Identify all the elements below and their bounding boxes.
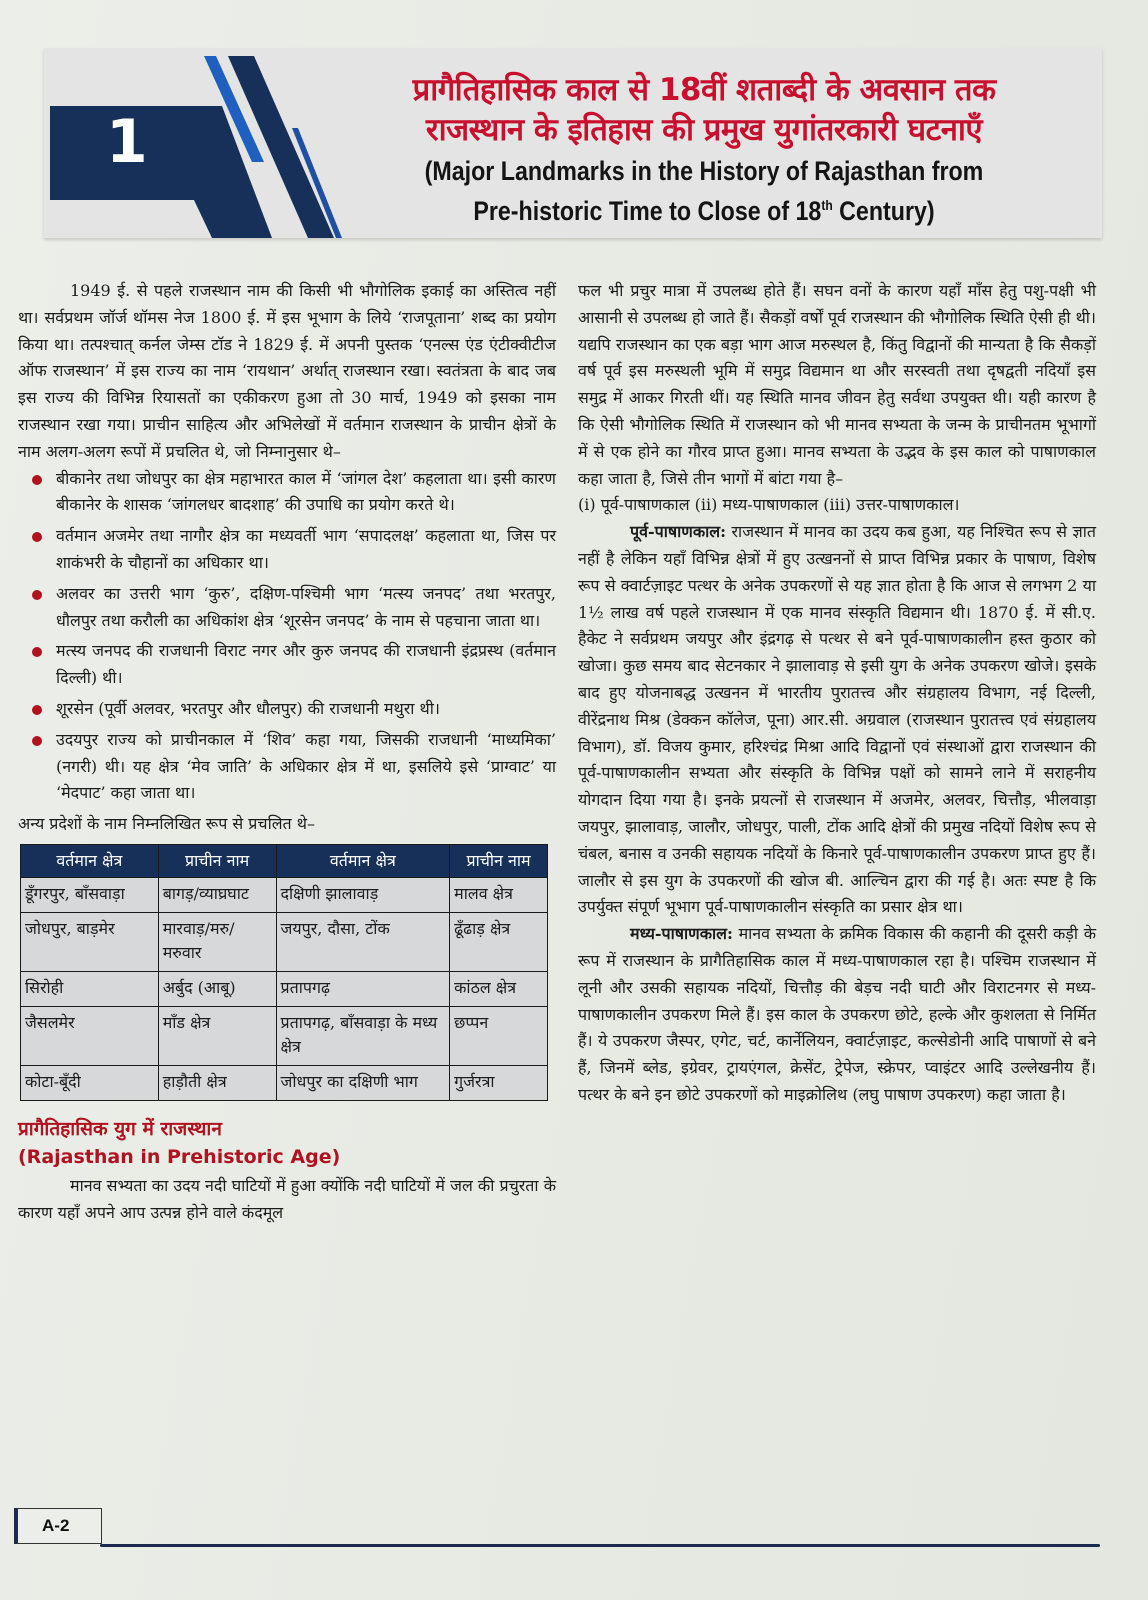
column-header: वर्तमान क्षेत्र [276, 844, 450, 877]
table-cell: प्रतापगढ़ [276, 971, 450, 1006]
list-item [18, 727, 556, 807]
bullet-icon [32, 590, 42, 600]
palaeolithic-text: राजस्थान में मानव का उदय कब हुआ, यह निश्चित रूप से ज्ञात नहीं है लेकिन यहाँ विभिन्न क्षेत्रों में हुए उत्खननों से प्राप्त विभिन्न प्रकार के पाषाण, विशेष रूप से क्वार्टज़ाइट पत्थर के अनेक उपकरणों से यह ज्ञात होता है कि आज से लगभग 2 या 1½ लाख वर्ष पहले राजस्थान में एक मानव संस्कृति विद्यमान थी। 1870 ई. में सी.ए. हैकेट ने सर्वप्रथम जयपुर और इंद्रगढ़ से पत्थर से बने पूर्व-पाषाणकालीन हस्त कुठार को खोजा। कुछ समय बाद सेटनकार ने झालावाड़ से इसी युग के अनेक उपकरण खोजे। इसके बाद हुए योजनाबद्ध उत्खनन में भारतीय पुरातत्त्व और संग्रहालय विभाग, नई दिल्ली, वीरेंद्रनाथ मिश्र (डेक्कन कॉलेज, पूना) आर.सी. अग्रवाल (राजस्थान पुरातत्त्व एवं संग्रहालय विभाग), डॉ. विजय कुमार, हरिश्चंद्र मिश्रा आदि विद्वानों एवं संस्थाओं द्वारा राजस्थान की पूर्व-पाषाणकालीन सभ्यता और संस्कृति के विभिन्न पक्षों को सामने लाने में सराहनीय योगदान दिया गया है। इनके प्रयत्नों से राजस्थान में अजमेर, अलवर, चित्तौड़, भीलवाड़ा जयपुर, झालावाड़, जालौर, जोधपुर, पाली, टोंक आदि क्षेत्रों की प्रमुख नदियों विशेष रूप से चंबल, बनास व उनकी सहायक नदियों के किनारे पूर्व-पाषाणकालीन उपकरण प्राप्त हुए हैं। जालौर से इस युग के उपकरणों की खोज बी. आल्चिन द्वारा की गई है। अतः स्पष्ट है कि उपर्युक्त संपूर्ण भूभाग पूर्व-पाषाणकालीन संस्कृति का प्रसार क्षेत्र था। [578, 522, 1096, 917]
table-row [21, 1006, 548, 1065]
mesolithic-lead-term: मध्य-पाषाणकाल: [630, 924, 733, 944]
chapter-number: 1 [106, 107, 148, 177]
table-cell: प्रतापगढ़, बाँसवाड़ा के मध्य क्षेत्र [276, 1006, 450, 1065]
list-item-text: उदयपुर राज्य को प्राचीनकाल में ‘शिव’ कहा गया, जिसकी राजधानी ‘माध्यमिका’ (नगरी) थी। यह क्षेत्र ‘मेव जाति’ के अधिकार क्षेत्र में था, इसलिये इसे ‘प्राग्वाट’ या ‘मेदपाट’ कहा जाता था। [56, 729, 556, 803]
table-cell: कांठल क्षेत्र [450, 971, 548, 1006]
list-item [18, 581, 556, 635]
list-item-text: अलवर का उत्तरी भाग ‘कुरु’, दक्षिण-पश्चिमी भाग ‘मत्स्य जनपद’ तथा भरतपुर, धौलपुर तथा करौली का अधिकांश क्षेत्र ‘शूरसेन जनपद’ के नाम से पहचाना जाता था। [56, 583, 556, 630]
palaeolithic-paragraph [578, 519, 1096, 921]
table-cell: माँड क्षेत्र [158, 1006, 276, 1065]
chapter-title-english-line2 [394, 188, 1013, 228]
page-number: A-2 [14, 1508, 102, 1544]
mesolithic-text: मानव सभ्यता के क्रमिक विकास की कहानी की दूसरी कड़ी के रूप में राजस्थान के प्रागैतिहासिक काल में मध्य-पाषाणकाल रहा है। पश्चिम राजस्थान में लूनी और उसकी सहायक नदियों, चित्तौड़ की बेड़च नदी घाटी और विराटनगर से मध्य-पाषाणकालीन उपकरण मिले हैं। इस काल के उपकरण छोटे, हल्के और कुशलता से निर्मित हैं। ये उपकरण जैस्पर, एगेट, चर्ट, कार्नेलियन, क्वार्टज़ाइट, कल्सेडोनी आदि पाषाणों से बने हैं, जिनमें ब्लेड, इग्रेवर, ट्रायएंगल, क्रेसेंट, ट्रेपेज, स्क्रेपर, प्वाइंटर आदि उल्लेखनीय हैं। पत्थर के बने इन छोटे उपकरणों को माइक्रोलिथ (लघु पाषाण उपकरण) कहा जाता है। [578, 924, 1096, 1104]
bullet-icon [32, 705, 42, 715]
list-item [18, 696, 556, 723]
table-row [21, 971, 548, 1006]
title-english-superscript: th [821, 197, 833, 213]
footer-divider [100, 1544, 1100, 1547]
column-header: प्राचीन नाम [450, 844, 548, 877]
column-header: प्राचीन नाम [158, 844, 276, 877]
table-row [21, 1065, 548, 1100]
bullet-icon [32, 736, 42, 746]
table-cell: ढूँढाड़ क्षेत्र [450, 912, 548, 971]
table-cell: जोधपुर का दक्षिणी भाग [276, 1065, 450, 1100]
region-names-table [20, 844, 548, 1101]
table-row [21, 877, 548, 912]
chapter-banner [44, 48, 1102, 238]
table-cell: हाड़ौती क्षेत्र [158, 1065, 276, 1100]
bullet-icon [32, 647, 42, 657]
continued-paragraph: फल भी प्रचुर मात्रा में उपलब्ध होते हैं। सघन वनों के कारण यहाँ माँस हेतु पशु-पक्षी भी आसानी से उपलब्ध हो जाते हैं। सैकड़ों वर्षों पूर्व राजस्थान की भौगोलिक स्थिति ऐसी ही थी। यद्यपि राजस्थान का एक बड़ा भाग आज मरुस्थल है, किंतु विद्वानों की मान्यता है कि सैकड़ों वर्ष पूर्व इस मरुस्थली भूमि में समुद्र विद्यमान था और सरस्वती तथा दृषद्वती नदियाँ इस समुद्र में आकर गिरती थीं। यह स्थिति मानव जीवन हेतु सर्वथा उपयुक्त थी। यही कारण है कि ऐसी भौगोलिक स्थिति में राजस्थान को भी मानव सभ्यता के जन्म के प्राचीनतम भूभागों में से एक होने का गौरव प्राप्त हुआ। मानव सभ्यता के उद्भव के इस काल को पाषाणकाल कहा जाता है, जिसे तीन भागों में बांटा गया है– [578, 281, 1096, 488]
chapter-title-hindi-line2: राजस्थान के इतिहास की प्रमुख युगांतरकारी घटनाएँ [425, 112, 983, 148]
list-item-text: वर्तमान अजमेर तथा नागौर क्षेत्र का मध्यवर्ती भाग ‘सपादलक्ष’ कहलाता था, जिस पर शाकंभरी के चौहानों का अधिकार था। [56, 526, 556, 572]
list-item-text: बीकानेर तथा जोधपुर का क्षेत्र महाभारत काल में ‘जांगल देश’ कहलाता था। इसी कारण बीकानेर के शासक ‘जांगलधर बादशाह’ की उपाधि का प्रयोग करते थे। [56, 468, 556, 515]
list-item [18, 638, 556, 692]
column-header: वर्तमान क्षेत्र [21, 844, 159, 877]
mesolithic-paragraph [578, 921, 1096, 1109]
table-cell: सिरोही [21, 971, 159, 1006]
list-item [18, 523, 556, 577]
table-cell: दक्षिणी झालावाड़ [276, 877, 450, 912]
palaeolithic-lead-term: पूर्व-पाषाणकाल: [630, 522, 727, 542]
title-english-text: Pre-historic Time to Close of 18 [473, 196, 822, 226]
table-cell: डूँगरपुर, बाँसवाड़ा [21, 877, 159, 912]
section-paragraph: मानव सभ्यता का उदय नदी घाटियों में हुआ क्योंकि नदी घाटियों में जल की प्रचुरता के कारण यहाँ अपने आप उत्पन्न होने वाले कंदमूल [18, 1175, 556, 1222]
list-item-text: मत्स्य जनपद की राजधानी विराट नगर और कुरु जनपद की राजधानी इंद्रप्रस्थ (वर्तमान दिल्ली) थी। [56, 641, 556, 688]
table-cell: मारवाड़/मरु/ मरुवार [158, 912, 276, 971]
table-header-row [21, 844, 548, 877]
chapter-title-hindi-line1: प्रागैतिहासिक काल से 18वीं शताब्दी के अवसान तक [412, 72, 996, 108]
table-cell: मालव क्षेत्र [450, 877, 548, 912]
table-cell: जयपुर, दौसा, टोंक [276, 912, 450, 971]
right-column [578, 278, 1096, 1109]
intro-paragraph: 1949 ई. से पहले राजस्थान नाम की किसी भी भौगोलिक इकाई का अस्तित्व नहीं था। सर्वप्रथम जॉर्ज थॉमस नेज 1800 ई. में इस भूभाग के लिये ‘राजपूताना’ शब्द का प्रयोग किया था। तत्पश्चात् कर्नल जेम्स टॉड ने 1829 ई. में अपनी पुस्तक ‘एनल्स एंड एंटीक्वीटीज ऑफ राजस्थान’ में इस राज्य का नाम ‘रायथान’ अर्थात् राजस्थान रखा। स्वतंत्रता के बाद जब इस राज्य की विभिन्न रियासतों का एकीकरण हुआ तो 30 मार्च, 1949 को इसका नाम राजस्थान रखा गया। प्राचीन साहित्य और अभिलेखों में वर्तमान राजस्थान के प्राचीन क्षेत्रों के नाम अलग-अलग रूपों में प्रचलित थे, जो निम्नानुसार थे– [18, 281, 556, 461]
table-cell: कोटा-बूँदी [21, 1065, 159, 1100]
table-cell: गुर्जरत्रा [450, 1065, 548, 1100]
table-cell: अर्बुद (आबू) [158, 971, 276, 1006]
table-intro: अन्य प्रदेशों के नाम निम्नलिखित रूप से प्रचलित थे– [18, 814, 315, 834]
ancient-regions-list [18, 466, 556, 808]
list-item [18, 466, 556, 520]
title-english-text-end: Century) [832, 196, 935, 226]
table-cell: बागड़/व्याघ्रघाट [158, 877, 276, 912]
stone-age-periods-line: (i) पूर्व-पाषाणकाल (ii) मध्य-पाषाणकाल (iii) उत्तर-पाषाणकाल। [578, 495, 960, 515]
section-heading-english: (Rajasthan in Prehistoric Age) [18, 1145, 341, 1168]
table-row [21, 912, 548, 971]
chapter-title-english-line1: (Major Landmarks in the History of Rajasthan from [424, 156, 984, 186]
table-cell: जोधपुर, बाड़मेर [21, 912, 159, 971]
bullet-icon [32, 532, 42, 542]
left-column [18, 278, 556, 1227]
section-heading-hindi: प्रागैतिहासिक युग में राजस्थान [18, 1117, 222, 1140]
bullet-icon [32, 475, 42, 485]
table-cell: जैसलमेर [21, 1006, 159, 1065]
list-item-text: शूरसेन (पूर्वी अलवर, भरतपुर और धौलपुर) की राजधानी मथुरा थी। [56, 698, 440, 718]
table-cell: छप्पन [450, 1006, 548, 1065]
